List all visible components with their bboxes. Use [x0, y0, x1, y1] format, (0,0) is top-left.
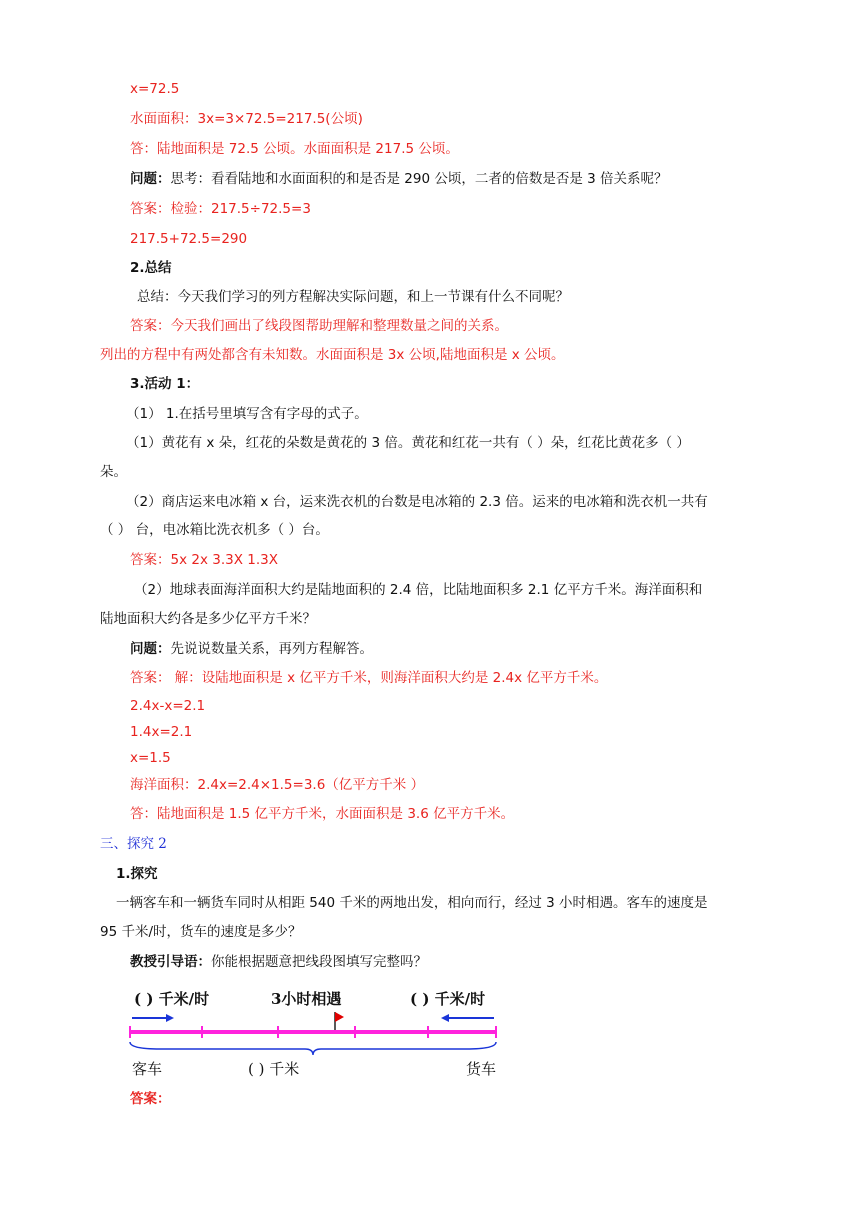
- question-text: 思考：看看陆地和水面面积的和是否是 290 公顷，二者的倍数是否是 3 倍关系呢？: [170, 171, 668, 187]
- total-distance-brace: [130, 1042, 496, 1055]
- truck-label: 货车: [466, 1060, 497, 1078]
- summary-question: 总结：今天我们学习的列方程解决实际问题，和上一节课有什么不同呢？: [137, 289, 569, 305]
- equation-step-2: 1.4x=2.1: [130, 724, 193, 740]
- activity-instruction: （1） 1.在括号里填写含有字母的式子。: [126, 406, 368, 422]
- left-speed-label: ( ) 千米/时: [134, 990, 210, 1008]
- exercise-1-continued: 朵。: [100, 464, 127, 480]
- travel-problem: 一辆客车和一辆货车同时从相距 540 千米的两地出发，相向而行，经过 3 小时相遇。客车的速度是: [116, 895, 708, 911]
- question-line-2: [130, 639, 373, 659]
- exercise-2: （2）商店运来电冰箱 x 台，运来洗衣机的台数是电冰箱的 2.3 倍。运来的电冰箱和洗衣机一共有: [126, 494, 708, 510]
- flag-icon: [335, 1012, 344, 1022]
- ocean-final-answer: 答：陆地面积是 1.5 亿平方千米，水面面积是 3.6 亿平方千米。: [130, 806, 515, 822]
- answer-sentence: 答：陆地面积是 72.5 公顷。水面面积是 217.5 公顷。: [130, 141, 459, 157]
- summary-answer: 答案：今天我们画出了线段图帮助理解和整理数量之间的关系。: [130, 318, 508, 334]
- exercise-2-continued: （ ） 台，电冰箱比洗衣机多（ ）台。: [100, 522, 329, 538]
- section-heading-summary: 2.总结: [130, 260, 172, 276]
- equation-step-3: x=1.5: [130, 750, 171, 766]
- sub-heading-explore: 1.探究: [116, 866, 158, 882]
- bus-label: 客车: [132, 1060, 163, 1078]
- problem-ocean: （2）地球表面海洋面积大约是陆地面积的 2.4 倍，比陆地面积多 2.1 亿平方千米。海洋面积和: [134, 582, 703, 598]
- guide-line: [130, 952, 427, 972]
- problem-ocean-continued: 陆地面积大约各是多少亿平方千米？: [100, 611, 316, 627]
- meet-label: 3小时相遇: [271, 990, 342, 1008]
- check-answer: 答案：检验：217.5÷72.5=3: [130, 201, 311, 217]
- line-segment-diagram: [120, 982, 520, 1082]
- ocean-answer: 答案： 解：设陆地面积是 x 亿平方千米，则海洋面积大约是 2.4x 亿平方千米。: [130, 670, 608, 686]
- equation-solution: x=72.5: [130, 81, 180, 97]
- left-arrow-head-icon: [166, 1014, 174, 1022]
- question-label: 问题：: [130, 641, 171, 657]
- question-text: 先说说数量关系，再列方程解答。: [170, 641, 373, 657]
- final-answer-label: 答案：: [130, 1091, 171, 1107]
- section-heading-explore-2: 三、探究 2: [100, 836, 167, 852]
- exercise-answers: 答案：5x 2x 3.3X 1.3X: [130, 552, 278, 568]
- guide-label: 教授引导语：: [130, 954, 211, 970]
- right-arrow-head-icon: [441, 1014, 449, 1022]
- question-line: [130, 169, 668, 189]
- ocean-area-calc: 海洋面积：2.4x=2.4×1.5=3.6（亿平方千米 ）: [130, 777, 425, 793]
- check-sum: 217.5+72.5=290: [130, 231, 248, 247]
- travel-problem-continued: 95 千米/时，货车的速度是多少？: [100, 924, 302, 940]
- water-area-calc: 水面面积：3x=3×72.5=217.5(公顷): [130, 111, 363, 127]
- equation-step-1: 2.4x-x=2.1: [130, 698, 206, 714]
- distance-label: ( ) 千米: [248, 1060, 300, 1078]
- question-label: 问题：: [130, 171, 171, 187]
- summary-answer-continued: 列出的方程中有两处都含有未知数。水面面积是 3x 公顷,陆地面积是 x 公顷。: [100, 347, 565, 363]
- section-heading-activity: 3.活动 1：: [130, 376, 200, 392]
- exercise-1: （1）黄花有 x 朵，红花的朵数是黄花的 3 倍。黄花和红花一共有（ ）朵，红花比黄花多（ ）: [126, 435, 690, 451]
- guide-text: 你能根据题意把线段图填写完整吗？: [211, 954, 427, 970]
- right-speed-label: ( ) 千米/时: [410, 990, 486, 1008]
